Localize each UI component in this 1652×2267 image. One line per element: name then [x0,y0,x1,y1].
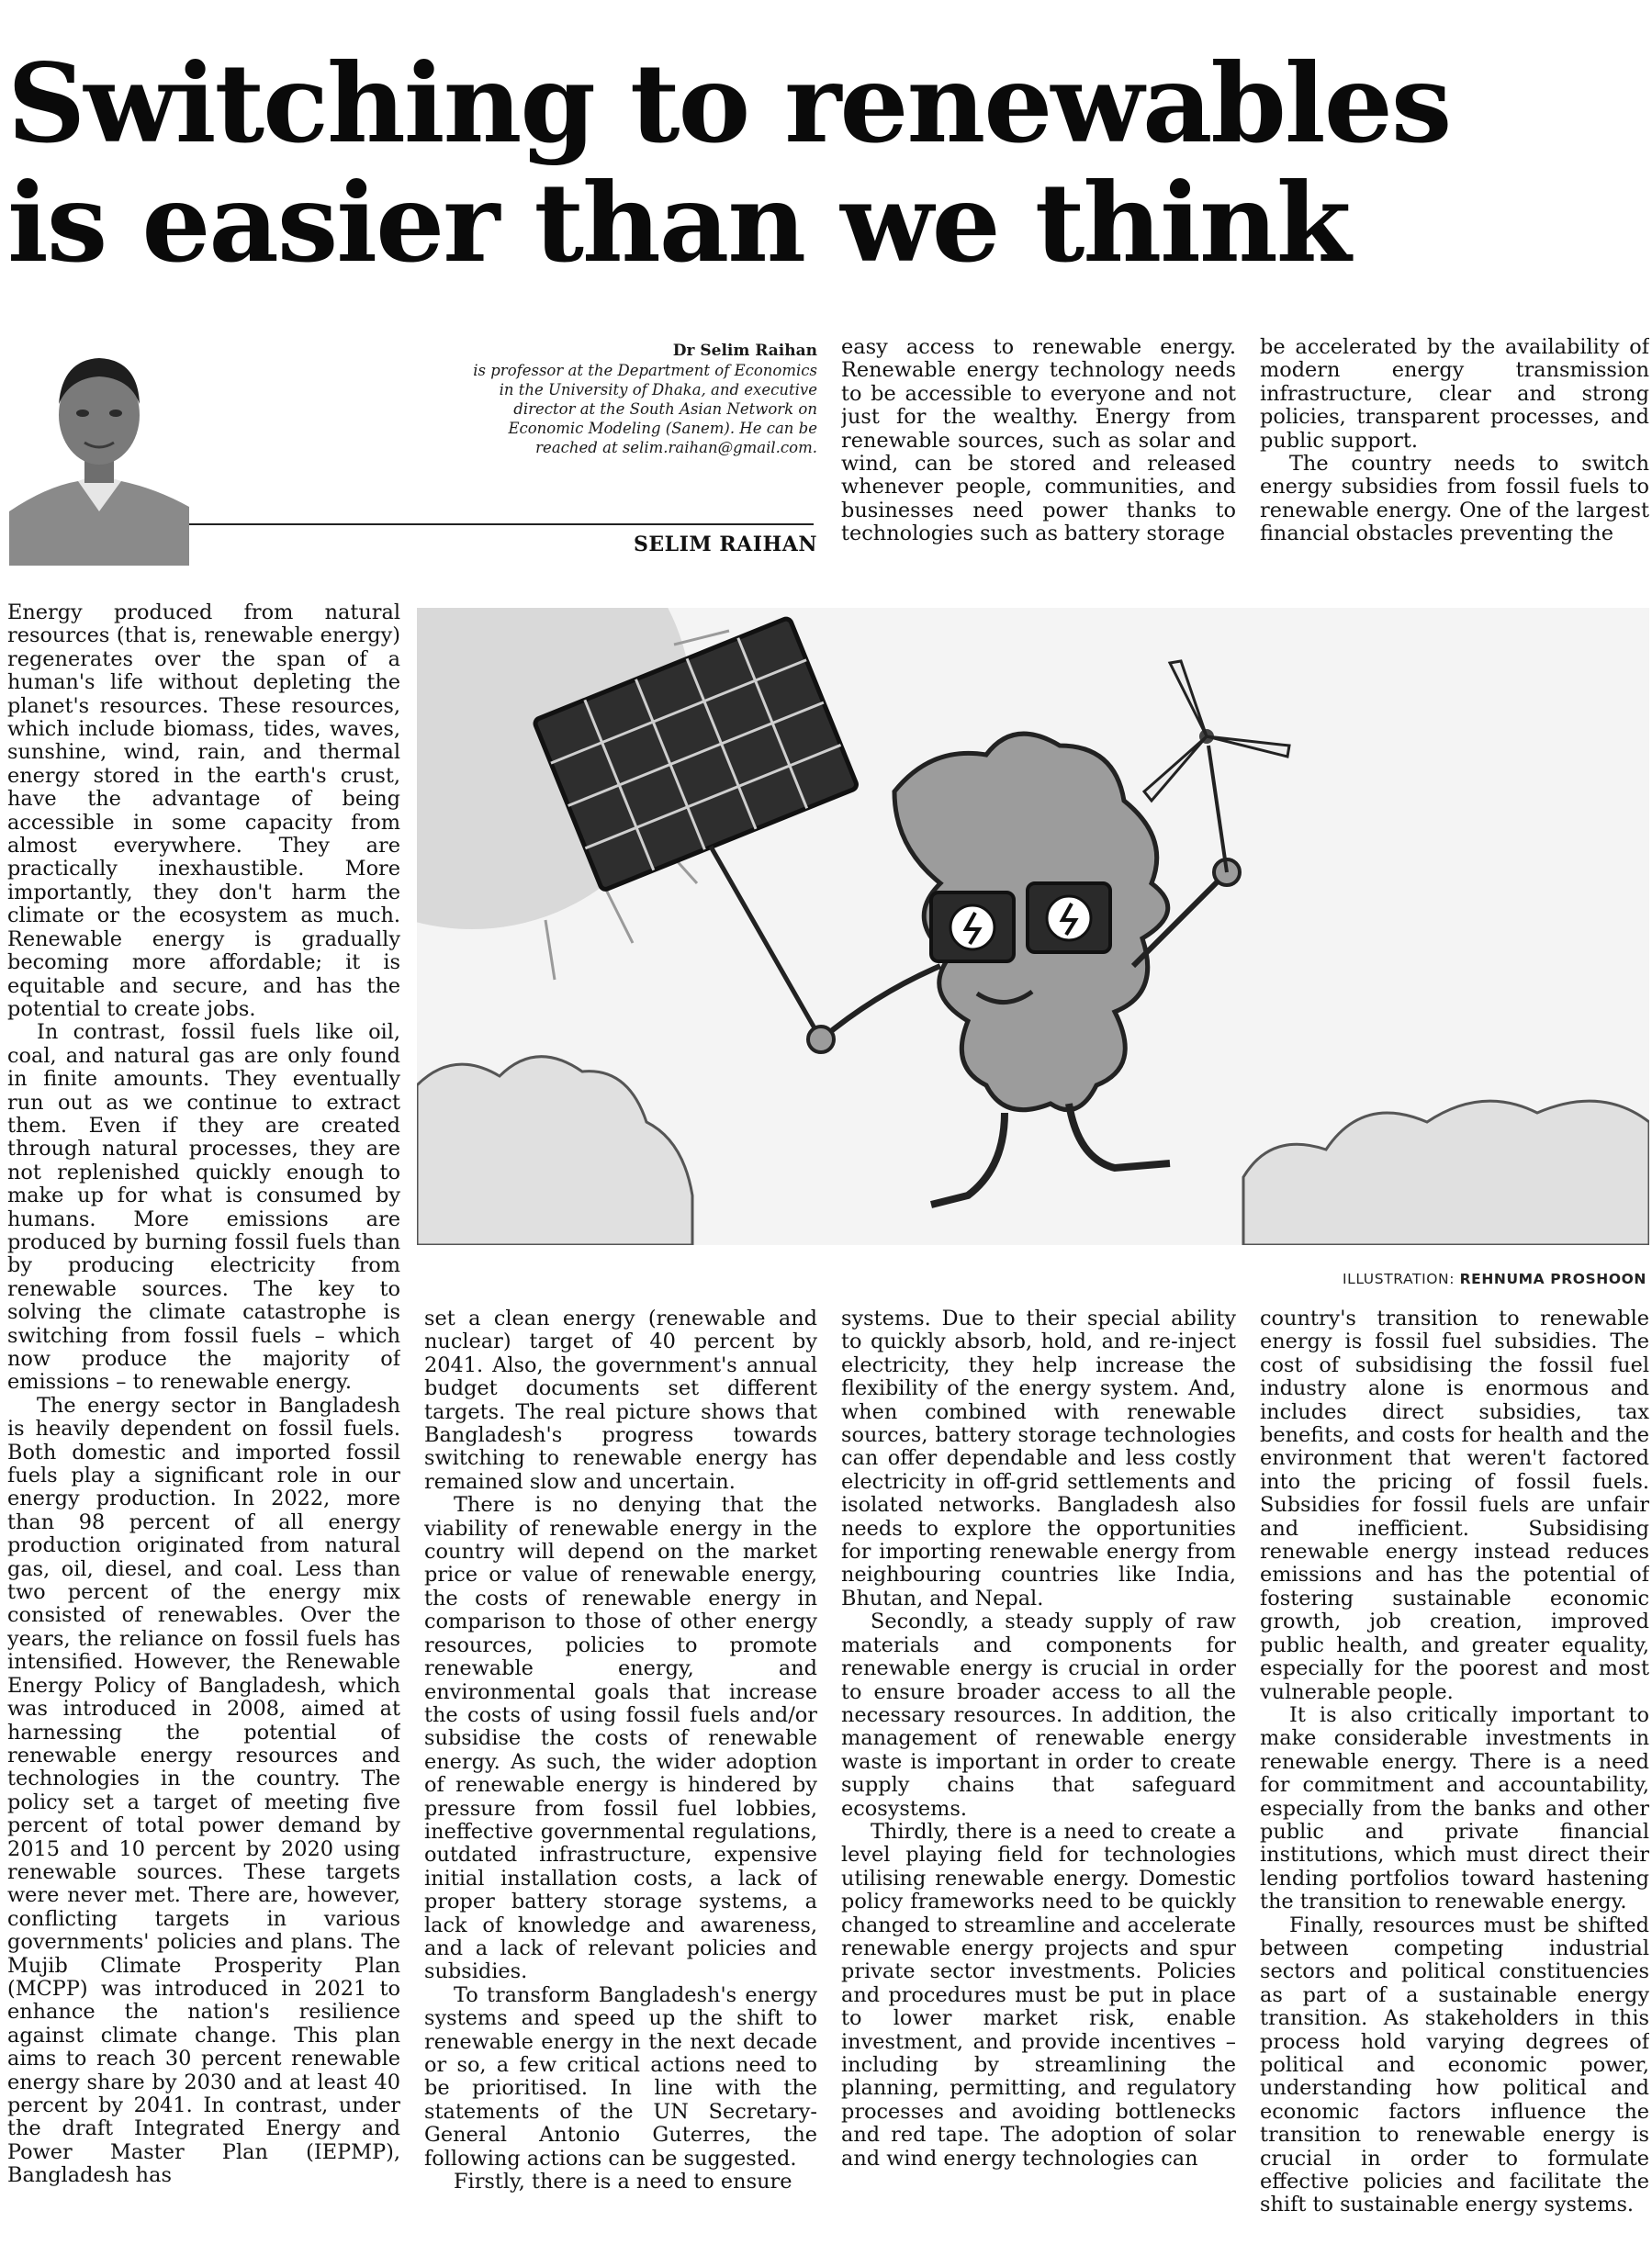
paragraph: Thirdly, there is a need to create a level playing field for technologies utilising renewable energy. Domestic policy frameworks need to be quickly changed to streamline and accelerate renewable energy projects and spur private sector investments. Policies and procedures must be put in place to lower market risk, enable investment, and provide incentives – including by streamlining the planning, permitting, and regulatory processes and avoiding bottlenecks and red tape. The adoption of solar and wind energy technologies can [841,1819,1236,2171]
paragraph: Finally, resources must be shifted between competing industrial sectors and political constituencies as part of a sustainable energy transition. As stakeholders in this process hold varying degrees of political and economic power, understanding how political and economic factors influence the transition to renewable energy is crucial in order to formulate effective policies and facilitate the shift to sustainable energy systems. [1260,1913,1649,2217]
paragraph: The energy sector in Bangladesh is heavily dependent on fossil fuels. Both domestic and imported fossil fuels play a significant role in our energy production. In 2022, more than 98 percent of all energy production originated from natural gas, oil, diesel, and coal. Less than two percent of the energy mix consisted of renewables. Over the years, the reliance on fossil fuels has intensified. However, the Renewable Energy Policy of Bangladesh, which was introduced in 2008, aimed at harnessing the potential of renewable energy resources and technologies in the country. The policy set a target of meeting five percent of total power demand by 2015 and 10 percent by 2020 using renewable sources. These targets were never met. There are, however, conflicting targets in various governments' policies and plans. The Mujib Climate Prosperity Plan (MCPP) was introduced in 2021 to enhance the nation's resilience against climate change. This plan aims to reach 30 percent renewable energy share by 2030 and at least 40 percent by 2041. In contrast, under the draft Integrated Energy and Power Master Plan (IEPMP), Bangladesh has [7,1393,400,2188]
byline-rule [189,523,814,525]
bio-line: in the University of Dhaka, and executive [499,381,817,398]
author-bio [395,342,817,457]
credit-label: ILLUSTRATION: [1342,1271,1455,1287]
author-bio-name: Dr Selim Raihan [672,342,817,360]
bio-line: reached at selim.raihan@gmail.com. [535,439,817,456]
bio-line: Economic Modeling (Sanem). He can be [508,420,817,437]
illustration-credit [1343,1271,1646,1287]
column-4 [1260,1307,1649,2262]
paragraph: There is no denying that the viability of renewable energy in the country will depend on the market price or value of renewable energy, the costs of renewable energy in comparison to those of other energy resources, policies to promote renewable energy, and environmental goals that increase the costs of using fossil fuels and/or subsidise the costs of renewable energy. As such, the wider adoption of renewable energy is hindered by pressure from fossil fuel lobbies, ineffective governmental regulations, outdated infrastructure, expensive initial installation costs, a lack of proper battery storage systems, a lack of knowledge and awareness, and a lack of relevant policies and subsidies. [424,1493,817,1984]
headline-line-1: Switching to renewables [7,39,1451,167]
column-top-right [1260,336,1649,575]
bio-line: director at the South Asian Network on [513,400,817,418]
headline-line-2: is easier than we think [7,159,1350,286]
headline [7,39,1642,286]
paragraph: To transform Bangladesh's energy systems and speed up the shift to renewable energy in the next decade or so, a few critical actions need to be prioritised. In line with the statements of the UN Secretary-General Antonio Guterres, the following actions can be suggested. [424,1982,817,2171]
paragraph: be accelerated by the availability of modern energy transmission infrastructure, clear and strong policies, transparent processes, and public support. [1260,336,1649,453]
paragraph: In contrast, fossil fuels like oil, coal, and natural gas are only found in finite amounts. They eventually run out as we continue to extract them. Even if they are created through natural processes, they are not replenished quickly enough to make up for what is consumed by humans. More emissions are produced by burning fossil fuels than by producing electricity from renewable sources. The key to solving the climate catastrophe is switching from fossil fuels – which now produce the majority of emissions – to renewable energy. [7,1020,400,1395]
illustration [417,608,1649,1245]
author-portrait [9,323,189,566]
paragraph: Secondly, a steady supply of raw materials and components for renewable energy is crucial in order to ensure broader access to all the necessary resources. In addition, the management of renewable energy waste is important in order to create supply chains that safeguard ecosystems. [841,1610,1236,1821]
column-3 [841,1307,1236,2262]
credit-name: REHNUMA PROSHOON [1459,1271,1646,1287]
paragraph: It is also critically important to make considerable investments in renewable energy. There is a need for commitment and accountability, especially from the banks and other public and private financial institutions, which must direct their lending portfolios toward hastening the transition to renewable energy. [1260,1702,1649,1914]
paragraph: country's transition to renewable energy is fossil fuel subsidies. The cost of subsidising the fossil fuel industry alone is enormous and includes direct subsidies, tax benefits, and costs for health and the environment that weren't factored into the pricing of fossil fuels. Subsidies for fossil fuels are unfair and inefficient. Subsidising renewable energy instead reduces emissions and has the potential of fostering sustainable economic growth, job creation, improved public health, and greater equality, especially for the poorest and most vulnerable people. [1260,1307,1649,1704]
paragraph: systems. Due to their special ability to quickly absorb, hold, and re-inject electricity, they help increase the flexibility of the energy system. And, when combined with renewable sources, battery storage technologies can offer dependable and less costly electricity in off-grid settlements and isolated networks. Bangladesh also needs to explore the opportunities for importing renewable energy from neighbouring countries like India, Bhutan, and Nepal. [841,1307,1236,1610]
column-top-mid [841,336,1236,575]
column-left [7,601,400,2261]
paragraph: Firstly, there is a need to ensure [454,2170,792,2194]
paragraph: easy access to renewable energy. Renewable energy technology needs to be accessible to everyone and not just for the wealthy. Energy from renewable sources, such as solar and wind, can be stored and released whenever people, communities, and businesses need power thanks to technologies such as battery storage [841,336,1236,546]
bio-line: is professor at the Department of Economics [473,362,817,379]
paragraph: The country needs to switch energy subsidies from fossil fuels to renewable energy. One of the largest financial obstacles preventing the [1260,452,1649,546]
paragraph: Energy produced from natural resources (that is, renewable energy) regenerates over the span of a human's life without depleting the planet's resources. These resources, which include biomass, tides, waves, sunshine, wind, rain, and thermal energy stored in the earth's crust, have the advantage of being accessible in some capacity from almost everywhere. They are practically inexhaustible. More importantly, they don't harm the climate or the ecosystem as much. Renewable energy is gradually becoming more affordable; it is equitable and secure, and has the potential to create jobs. [7,601,400,1021]
column-2 [424,1307,817,2262]
paragraph: set a clean energy (renewable and nuclear) target of 40 percent by 2041. Also, the government's annual budget documents set different targets. The real picture shows that Bangladesh's progress towards switching to renewable energy has remained slow and uncertain. [424,1307,817,1494]
author-byline: SELIM RAIHAN [633,533,817,556]
